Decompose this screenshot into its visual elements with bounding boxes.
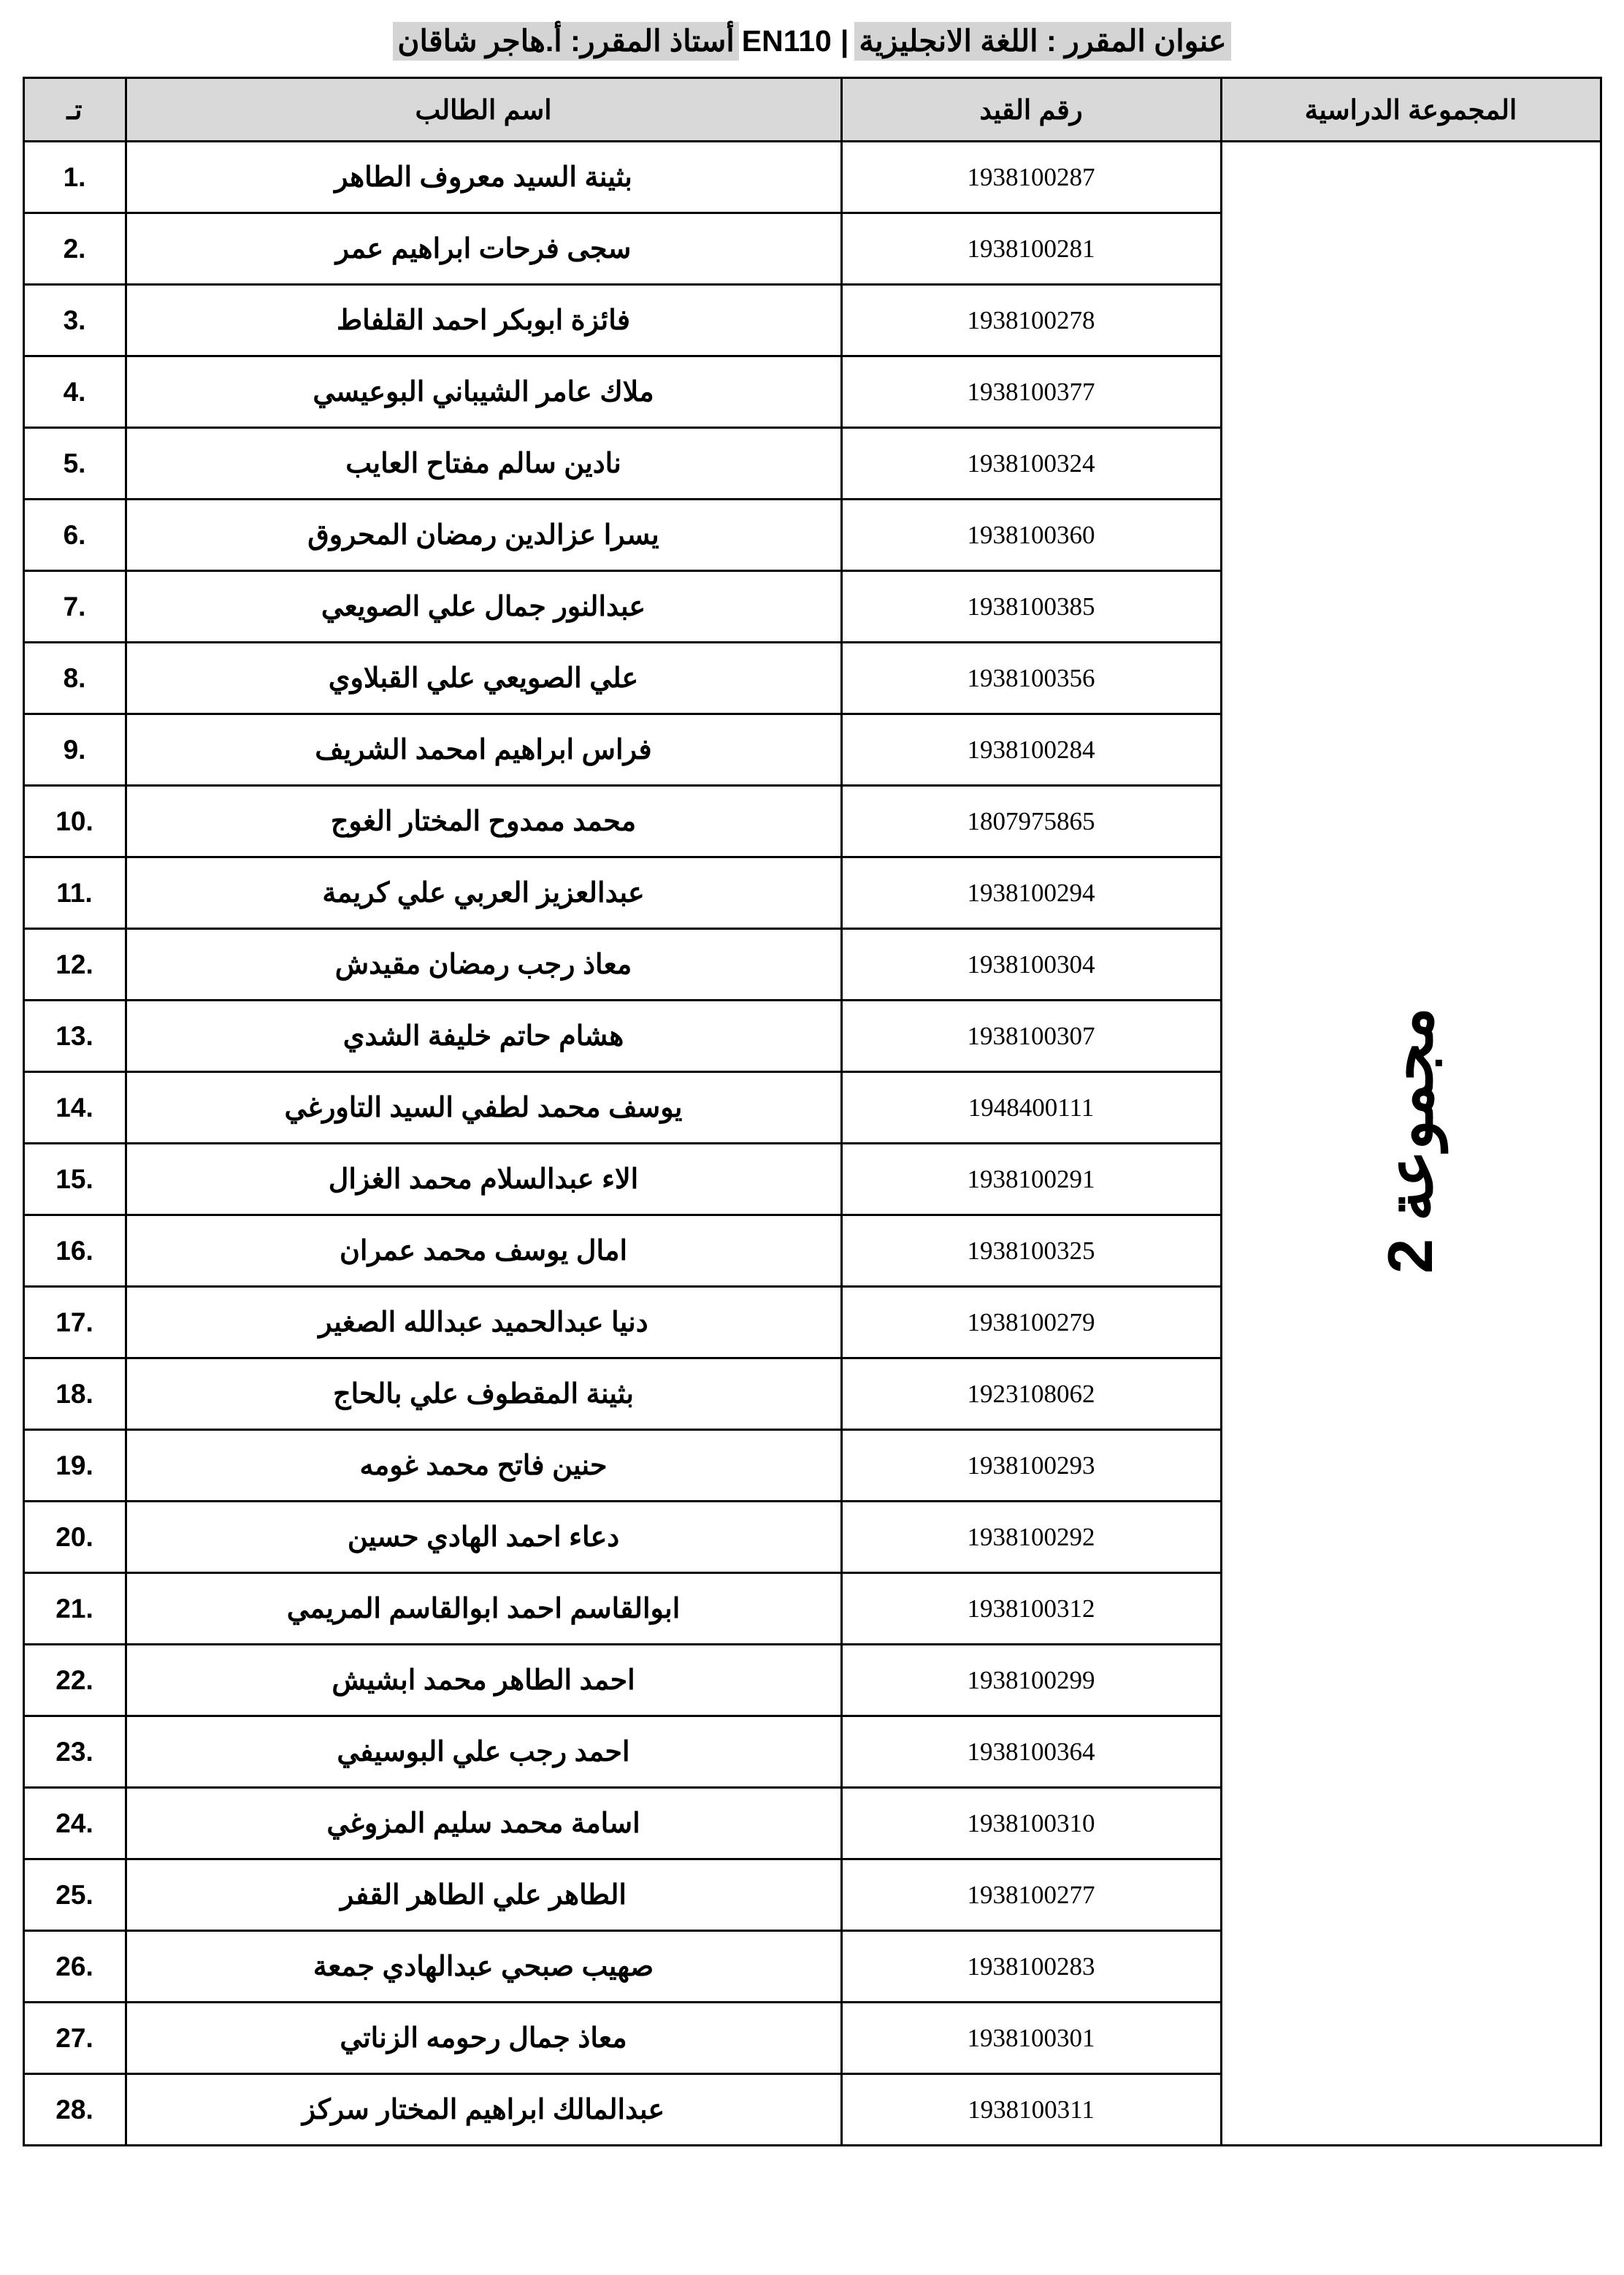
registration-number-cell: 1807975865 (841, 786, 1221, 857)
row-index-cell: .2 (23, 213, 126, 285)
row-index-cell: .5 (23, 428, 126, 500)
row-index-cell: .18 (23, 1358, 126, 1430)
row-index-cell: .12 (23, 929, 126, 1001)
column-header-name: اسم الطالب (126, 78, 841, 142)
row-index-cell: .1 (23, 142, 126, 213)
student-name-cell: دنيا عبدالحميد عبدالله الصغير (126, 1287, 841, 1358)
student-name-cell: علي الصويعي علي القبلاوي (126, 643, 841, 714)
column-header-group: المجموعة الدراسية (1221, 78, 1601, 142)
row-index-cell: .6 (23, 500, 126, 571)
row-index-cell: .14 (23, 1072, 126, 1144)
registration-number-cell: 1938100291 (841, 1144, 1221, 1215)
row-index-cell: .17 (23, 1287, 126, 1358)
student-name-cell: دعاء احمد الهادي حسين (126, 1502, 841, 1573)
row-index-cell: .27 (23, 2003, 126, 2074)
student-name-cell: امال يوسف محمد عمران (126, 1215, 841, 1287)
group-cell (1221, 142, 1601, 2146)
registration-number-cell: 1938100356 (841, 643, 1221, 714)
row-index-cell: .23 (23, 1716, 126, 1788)
registration-number-cell: 1948400111 (841, 1072, 1221, 1144)
student-name-cell: اسامة محمد سليم المزوغي (126, 1788, 841, 1859)
registration-number-cell: 1938100301 (841, 2003, 1221, 2074)
row-index-cell: .3 (23, 285, 126, 356)
row-index-cell: .10 (23, 786, 126, 857)
registration-number-cell: 1938100284 (841, 714, 1221, 786)
registration-number-cell: 1938100310 (841, 1788, 1221, 1859)
row-index-cell: .7 (23, 571, 126, 643)
column-header-index: تـ (23, 78, 126, 142)
header-separator: | (840, 24, 849, 58)
document-header (0, 0, 1624, 77)
students-table (23, 77, 1602, 2146)
row-index-cell: .8 (23, 643, 126, 714)
row-index-cell: .19 (23, 1430, 126, 1502)
registration-number-cell: 1938100377 (841, 356, 1221, 428)
student-name-cell: احمد الطاهر محمد ابشيش (126, 1645, 841, 1716)
student-name-cell: صهيب صبحي عبدالهادي جمعة (126, 1931, 841, 2003)
registration-number-cell: 1938100294 (841, 857, 1221, 929)
registration-number-cell: 1938100304 (841, 929, 1221, 1001)
student-name-cell: بثينة المقطوف علي بالحاج (126, 1358, 841, 1430)
table-row (23, 142, 1601, 213)
registration-number-cell: 1938100281 (841, 213, 1221, 285)
row-index-cell: .15 (23, 1144, 126, 1215)
registration-number-cell: 1938100324 (841, 428, 1221, 500)
student-name-cell: بثينة السيد معروف الطاهر (126, 142, 841, 213)
registration-number-cell: 1938100360 (841, 500, 1221, 571)
course-title-label: عنوان المقرر : اللغة الانجليزية (854, 22, 1230, 61)
student-name-cell: يوسف محمد لطفي السيد التاورغي (126, 1072, 841, 1144)
student-name-cell: حنين فاتح محمد غومه (126, 1430, 841, 1502)
student-name-cell: فراس ابراهيم امحمد الشريف (126, 714, 841, 786)
student-name-cell: معاذ رجب رمضان مقيدش (126, 929, 841, 1001)
registration-number-cell: 1938100278 (841, 285, 1221, 356)
registration-number-cell: 1938100312 (841, 1573, 1221, 1645)
row-index-cell: .28 (23, 2074, 126, 2146)
row-index-cell: .25 (23, 1859, 126, 1931)
student-name-cell: عبدالعزيز العربي علي كريمة (126, 857, 841, 929)
registration-number-cell: 1938100279 (841, 1287, 1221, 1358)
registration-number-cell: 1938100385 (841, 571, 1221, 643)
table-header-row (23, 78, 1601, 142)
student-name-cell: الاء عبدالسلام محمد الغزال (126, 1144, 841, 1215)
student-name-cell: نادين سالم مفتاح العايب (126, 428, 841, 500)
row-index-cell: .4 (23, 356, 126, 428)
row-index-cell: .20 (23, 1502, 126, 1573)
registration-number-cell: 1938100299 (841, 1645, 1221, 1716)
student-name-cell: فائزة ابوبكر احمد القلفاط (126, 285, 841, 356)
registration-number-cell: 1938100307 (841, 1001, 1221, 1072)
student-name-cell: عبدالنور جمال علي الصويعي (126, 571, 841, 643)
table-body (23, 142, 1601, 2146)
student-name-cell: هشام حاتم خليفة الشدي (126, 1001, 841, 1072)
row-index-cell: .22 (23, 1645, 126, 1716)
registration-number-cell: 1938100287 (841, 142, 1221, 213)
instructor-label: أستاذ المقرر: أ.هاجر شاقان (393, 22, 738, 61)
registration-number-cell: 1938100292 (841, 1502, 1221, 1573)
registration-number-cell: 1938100283 (841, 1931, 1221, 2003)
student-name-cell: يسرا عزالدين رمضان المحروق (126, 500, 841, 571)
registration-number-cell: 1938100311 (841, 2074, 1221, 2146)
row-index-cell: .26 (23, 1931, 126, 2003)
student-name-cell: معاذ جمال رحومه الزناتي (126, 2003, 841, 2074)
student-name-cell: محمد ممدوح المختار الغوج (126, 786, 841, 857)
row-index-cell: .24 (23, 1788, 126, 1859)
student-name-cell: الطاهر علي الطاهر القفر (126, 1859, 841, 1931)
student-name-cell: احمد رجب علي البوسيفي (126, 1716, 841, 1788)
registration-number-cell: 1938100277 (841, 1859, 1221, 1931)
registration-number-cell: 1938100293 (841, 1430, 1221, 1502)
registration-number-cell: 1938100364 (841, 1716, 1221, 1788)
row-index-cell: .9 (23, 714, 126, 786)
student-name-cell: ابوالقاسم احمد ابوالقاسم المريمي (126, 1573, 841, 1645)
student-name-cell: عبدالمالك ابراهيم المختار سركز (126, 2074, 841, 2146)
row-index-cell: .13 (23, 1001, 126, 1072)
registration-number-cell: 1938100325 (841, 1215, 1221, 1287)
course-code-label: EN110 (741, 24, 832, 58)
column-header-registration: رقم القيد (841, 78, 1221, 142)
group-label: مجموعة 2 (1376, 1006, 1446, 1274)
student-name-cell: ملاك عامر الشيباني البوعيسي (126, 356, 841, 428)
registration-number-cell: 1923108062 (841, 1358, 1221, 1430)
student-name-cell: سجى فرحات ابراهيم عمر (126, 213, 841, 285)
row-index-cell: .21 (23, 1573, 126, 1645)
row-index-cell: .16 (23, 1215, 126, 1287)
row-index-cell: .11 (23, 857, 126, 929)
